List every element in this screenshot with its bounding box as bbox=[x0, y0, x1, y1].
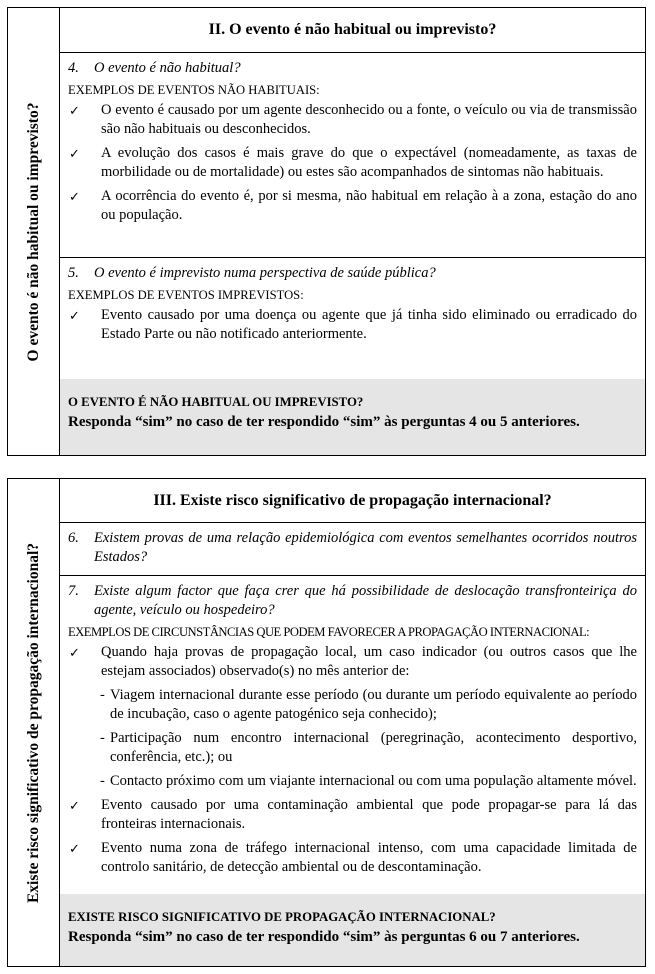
question-6-cell bbox=[60, 523, 645, 576]
question-number: 6. bbox=[68, 530, 79, 546]
summary-question: O EVENTO É NÃO HABITUAL OU IMPREVISTO? bbox=[68, 395, 364, 409]
question-6 bbox=[68, 529, 637, 567]
question-4 bbox=[68, 59, 637, 78]
example-item bbox=[68, 187, 637, 225]
side-label-cell bbox=[8, 8, 60, 455]
section-body bbox=[60, 8, 645, 455]
question-text: Existem provas de uma relação epidemiológica com eventos semelhantes ocorridos noutros Estados? bbox=[94, 530, 637, 565]
question-text: O evento é não habitual? bbox=[94, 60, 241, 76]
check-icon: ✓ bbox=[69, 798, 80, 813]
sub-item-text: Contacto próximo com um viajante internacional ou com uma população altamente móvel. bbox=[110, 773, 637, 789]
check-icon: ✓ bbox=[69, 146, 80, 161]
check-icon: ✓ bbox=[69, 308, 80, 323]
section-title: III. Existe risco significativo de propagação internacional? bbox=[60, 479, 645, 523]
example-text: O evento é causado por um agente desconhecido ou a fonte, o veículo ou via de transmissão são não habituais ou desconhecidos. bbox=[101, 102, 637, 137]
example-text: A ocorrência do evento é, por si mesma, não habitual em relação à a zona, estação do ano ou população. bbox=[101, 188, 637, 223]
summary-box bbox=[60, 379, 645, 455]
check-icon: ✓ bbox=[69, 189, 80, 204]
question-text: O evento é imprevisto numa perspectiva de saúde pública? bbox=[94, 265, 436, 281]
question-text: Existe algum factor que faça crer que há possibilidade de deslocação transfronteiriça do agente, veículo ou hospedeiro? bbox=[94, 583, 637, 618]
check-icon: ✓ bbox=[69, 841, 80, 856]
check-icon: ✓ bbox=[69, 645, 80, 660]
dash-bullet-icon: - bbox=[100, 687, 105, 703]
question-7 bbox=[68, 582, 637, 620]
example-item bbox=[68, 144, 637, 182]
example-item bbox=[68, 306, 637, 344]
dash-bullet-icon: - bbox=[100, 730, 105, 746]
sub-item bbox=[100, 772, 637, 791]
section-body bbox=[60, 479, 645, 966]
question-number: 4. bbox=[68, 60, 79, 76]
examples-heading: EXEMPLOS DE CIRCUNSTÂNCIAS QUE PODEM FAVORECER A PROPAGAÇÃO INTERNACIONAL: bbox=[68, 625, 590, 639]
example-text: Evento causado por uma doença ou agente que já tinha sido eliminado ou erradicado do Estado Parte ou não notificado anteriormente. bbox=[101, 307, 637, 342]
example-item bbox=[68, 643, 637, 681]
question-number: 7. bbox=[68, 583, 79, 599]
summary-answer: Responda “sim” no caso de ter respondido “sim” às perguntas 4 ou 5 anteriores. bbox=[68, 414, 580, 430]
sub-item-text: Participação num encontro internacional (peregrinação, acontecimento desportivo, conferência, etc.); ou bbox=[110, 730, 637, 765]
sub-item bbox=[100, 686, 637, 724]
side-label: O evento é não habitual ou imprevisto? bbox=[24, 102, 42, 361]
examples-heading: EXEMPLOS DE EVENTOS IMPREVISTOS: bbox=[68, 288, 304, 302]
summary-box bbox=[60, 894, 645, 966]
question-4-cell bbox=[60, 53, 645, 258]
section-unusual-event bbox=[7, 7, 646, 456]
example-text: Evento causado por uma contaminação ambiental que pode propagar-se para lá das fronteiras internacionais. bbox=[101, 797, 637, 832]
example-item bbox=[68, 796, 637, 834]
dash-bullet-icon: - bbox=[100, 773, 105, 789]
section-international-spread bbox=[7, 478, 646, 967]
summary-question: EXISTE RISCO SIGNIFICATIVO DE PROPAGAÇÃO INTERNACIONAL? bbox=[68, 910, 496, 924]
example-text: Quando haja provas de propagação local, um caso indicador (ou outros casos que lhe estejam associados) observado(s) no mês anterior de: bbox=[101, 644, 637, 679]
example-item bbox=[68, 839, 637, 877]
side-label: Existe risco significativo de propagação internacional? bbox=[24, 542, 42, 903]
summary-answer: Responda “sim” no caso de ter respondido “sim” às perguntas 6 ou 7 anteriores. bbox=[68, 929, 580, 945]
example-item bbox=[68, 101, 637, 139]
question-7-cell bbox=[60, 576, 645, 894]
example-text: Evento numa zona de tráfego internacional intenso, com uma capacidade limitada de controlo sanitário, de detecção ambiental ou de descontaminação. bbox=[101, 840, 637, 875]
sub-item-text: Viagem internacional durante esse período (ou durante um período equivalente ao período de incubação, caso o agente patogénico seja conhecido); bbox=[110, 687, 637, 722]
check-icon: ✓ bbox=[69, 103, 80, 118]
section-title: II. O evento é não habitual ou imprevisto? bbox=[60, 8, 645, 53]
question-5-cell bbox=[60, 258, 645, 379]
examples-heading: EXEMPLOS DE EVENTOS NÃO HABITUAIS: bbox=[68, 83, 320, 97]
example-text: A evolução dos casos é mais grave do que o expectável (nomeadamente, as taxas de morbilidade ou de mortalidade) ou estes são acompanhados de sintomas não habituais. bbox=[101, 145, 637, 180]
side-label-cell bbox=[8, 479, 60, 966]
question-5 bbox=[68, 264, 637, 283]
sub-item bbox=[100, 729, 637, 767]
question-number: 5. bbox=[68, 265, 79, 281]
